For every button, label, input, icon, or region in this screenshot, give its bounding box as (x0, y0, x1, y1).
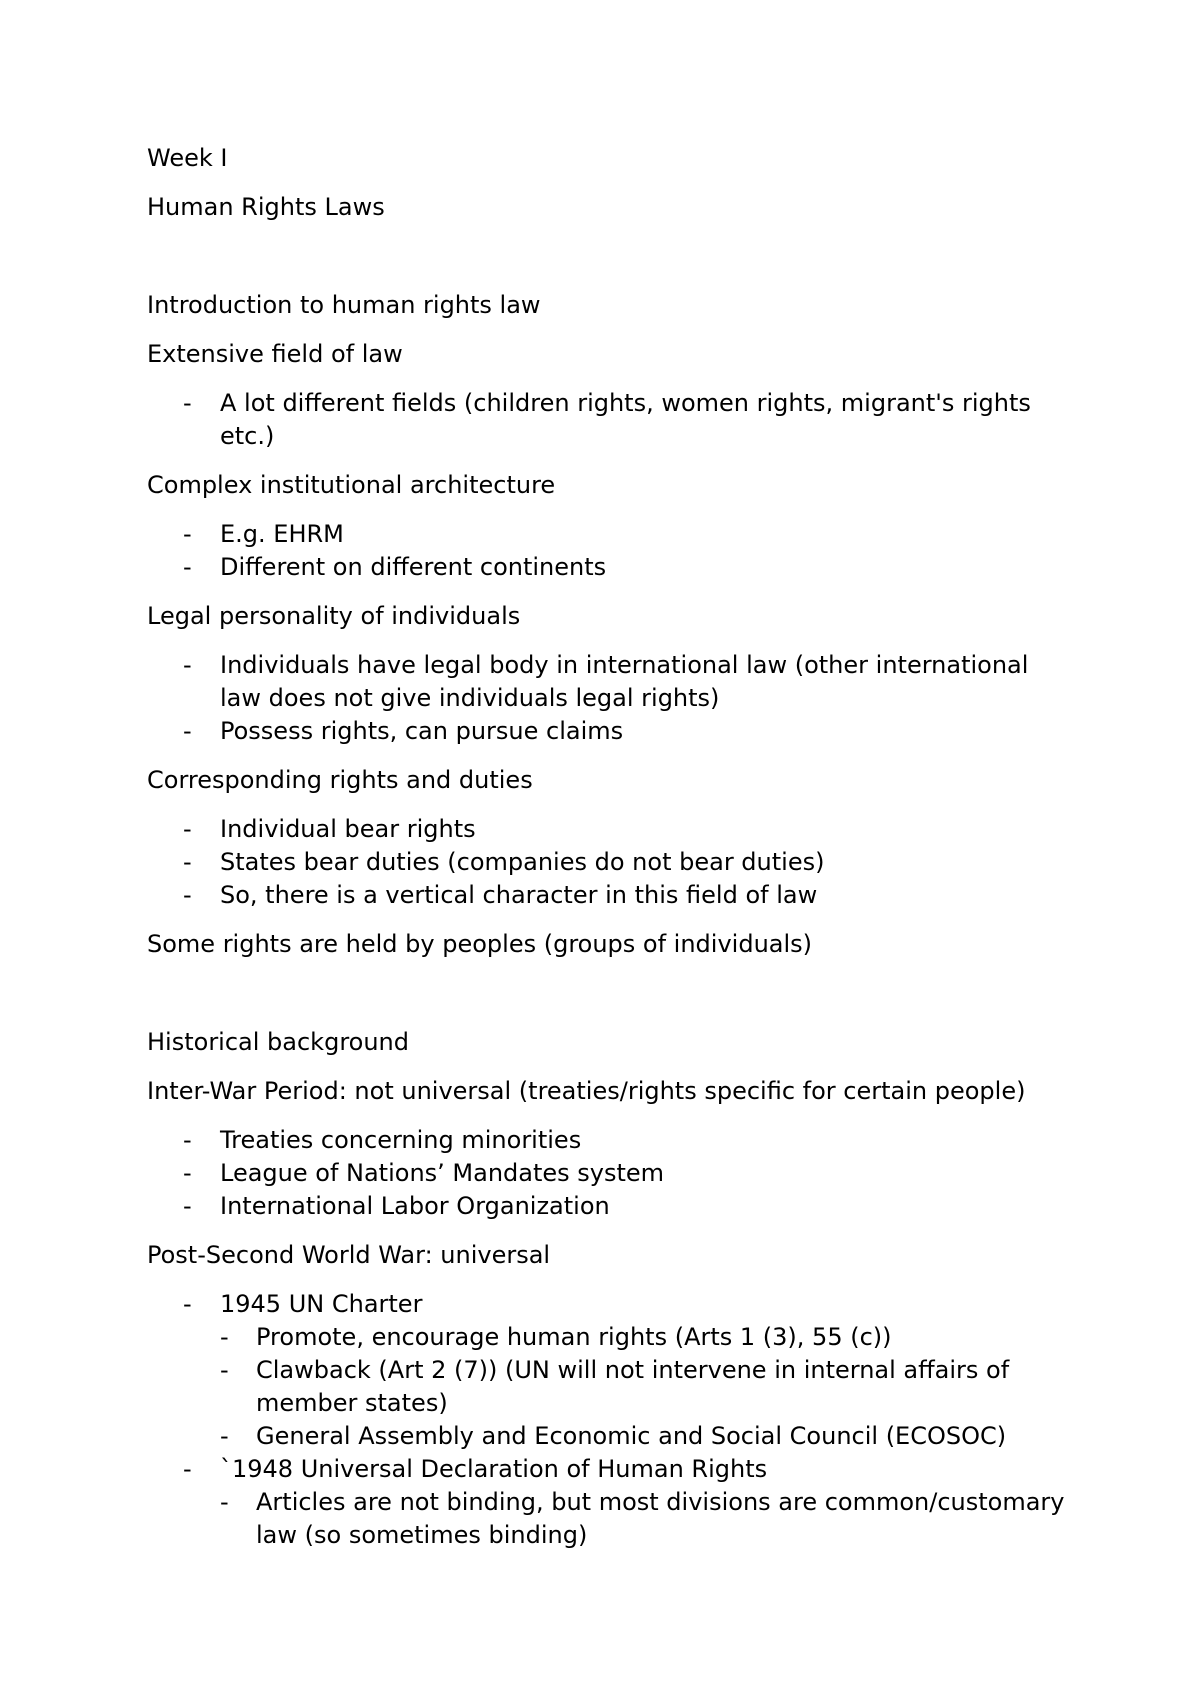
dash-bullet: - (183, 1192, 192, 1220)
dash-bullet: - (220, 1422, 229, 1450)
dash-bullet: - (183, 1126, 192, 1154)
sub-list-item-text: General Assembly and Economic and Social Council (ECOSOC) (256, 1422, 1007, 1450)
dash-bullet: - (183, 553, 192, 581)
list-item (147, 1190, 1067, 1223)
list-item (147, 649, 1067, 715)
dash-bullet: - (183, 717, 192, 745)
dash-bullet: - (183, 651, 192, 679)
document-body (147, 142, 1067, 1568)
list-item-text: 1945 UN Charter (220, 1290, 423, 1318)
dash-bullet: - (183, 815, 192, 843)
bullet-list (147, 387, 1067, 453)
dash-bullet: - (183, 848, 192, 876)
paragraph-peoples-rights: Some rights are held by peoples (groups of individuals) (147, 930, 813, 958)
dash-bullet: - (183, 389, 192, 417)
list-item (147, 518, 1067, 551)
list-item-text: Possess rights, can pursue claims (220, 717, 624, 745)
paragraph-institutional-architecture: Complex institutional architecture (147, 471, 556, 499)
list-item (147, 715, 1067, 748)
list-item-text: Different on different continents (220, 553, 607, 581)
list-item (147, 387, 1067, 453)
dash-bullet: - (220, 1356, 229, 1384)
dash-bullet: - (220, 1323, 229, 1351)
list-item-text: E.g. EHRM (220, 520, 344, 548)
week-heading: Week I (147, 144, 228, 172)
dash-bullet: - (220, 1488, 229, 1516)
list-item-text: Individuals have legal body in international law (other international law does not give individuals legal rights) (220, 651, 1029, 712)
list-item (147, 846, 1067, 879)
sub-list-item (220, 1321, 1067, 1354)
list-item-text: Treaties concerning minorities (220, 1126, 582, 1154)
bullet-list (147, 1288, 1067, 1552)
paragraph-rights-and-duties: Corresponding rights and duties (147, 766, 533, 794)
list-item-text: `1948 Universal Declaration of Human Rights (220, 1455, 768, 1483)
bullet-list (147, 518, 1067, 584)
dash-bullet: - (183, 1290, 192, 1318)
bullet-list (147, 813, 1067, 912)
blank-line (147, 977, 1067, 1026)
sub-list-item (220, 1420, 1067, 1453)
list-item (147, 551, 1067, 584)
sub-list-item-text: Promote, encourage human rights (Arts 1 (3), 55 (c)) (256, 1323, 892, 1351)
sub-bullet-list (220, 1321, 1067, 1453)
paragraph-inter-war-period: Inter-War Period: not universal (treaties/rights specific for certain people) (147, 1077, 1026, 1105)
list-item-text: A lot different fields (children rights, women rights, migrant's rights etc.) (220, 389, 1031, 450)
list-item-text: Individual bear rights (220, 815, 476, 843)
paragraph-post-war: Post-Second World War: universal (147, 1241, 551, 1269)
list-item (147, 813, 1067, 846)
sub-bullet-list (220, 1486, 1067, 1552)
paragraph-legal-personality: Legal personality of individuals (147, 602, 521, 630)
list-item-text: International Labor Organization (220, 1192, 610, 1220)
blank-line (147, 240, 1067, 289)
bullet-list (147, 649, 1067, 748)
list-item (147, 1288, 1067, 1453)
dash-bullet: - (183, 881, 192, 909)
list-item-text: League of Nations’ Mandates system (220, 1159, 665, 1187)
sub-list-item-text: Clawback (Art 2 (7)) (UN will not intervene in internal affairs of member states) (256, 1356, 1010, 1417)
course-title: Human Rights Laws (147, 193, 385, 221)
list-item-text: So, there is a vertical character in this field of law (220, 881, 818, 909)
section-title-introduction: Introduction to human rights law (147, 291, 541, 319)
list-item-text: States bear duties (companies do not bear duties) (220, 848, 825, 876)
list-item (147, 1157, 1067, 1190)
list-item (147, 1453, 1067, 1552)
sub-list-item (220, 1486, 1067, 1552)
section-title-historical-background: Historical background (147, 1028, 409, 1056)
dash-bullet: - (183, 520, 192, 548)
bullet-list (147, 1124, 1067, 1223)
sub-list-item-text: Articles are not binding, but most divisions are common/customary law (so sometimes binding) (256, 1488, 1065, 1549)
sub-list-item (220, 1354, 1067, 1420)
list-item (147, 879, 1067, 912)
dash-bullet: - (183, 1455, 192, 1483)
list-item (147, 1124, 1067, 1157)
paragraph-extensive-field: Extensive field of law (147, 340, 403, 368)
dash-bullet: - (183, 1159, 192, 1187)
